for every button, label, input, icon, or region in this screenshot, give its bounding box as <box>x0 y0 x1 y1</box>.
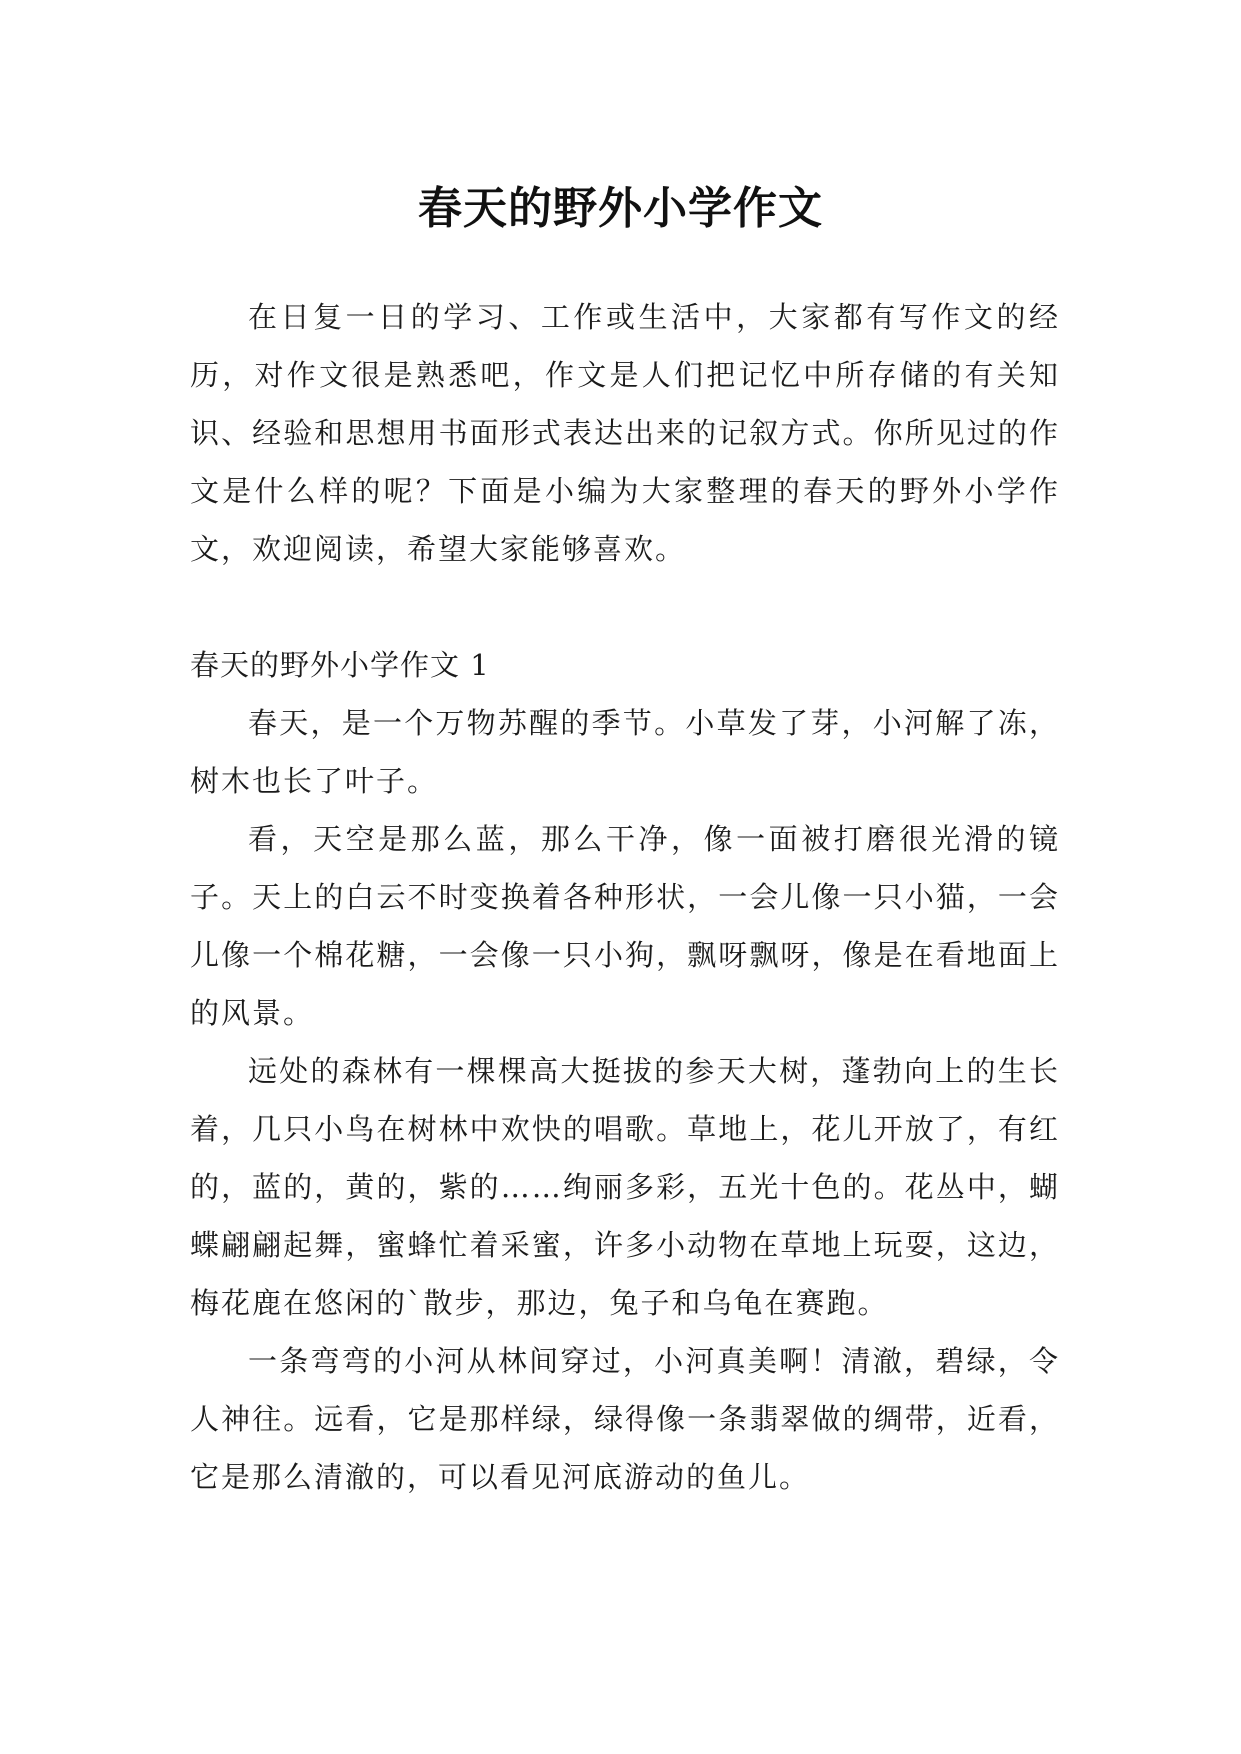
body-paragraph-3: 远处的森林有一棵棵高大挺拔的参天大树，蓬勃向上的生长着，几只小鸟在树林中欢快的唱歌。草地上，花儿开放了，有红的，蓝的，黄的，紫的……绚丽多彩，五光十色的。花丛中，蝴蝶翩翩起舞，蜜蜂忙着采蜜，许多小动物在草地上玩耍，这边，梅花鹿在悠闲的`散步，那边，兔子和乌龟在赛跑。 <box>190 1054 1060 1320</box>
document-title: 春天的野外小学作文 <box>418 183 823 235</box>
body-paragraph-1: 春天，是一个万物苏醒的季节。小草发了芽，小河解了冻，树木也长了叶子。 <box>190 706 1060 798</box>
document-body <box>190 288 1060 1506</box>
section-heading: 春天的野外小学作文 1 <box>190 648 490 682</box>
body-paragraph-4: 一条弯弯的小河从林间穿过，小河真美啊！清澈，碧绿，令人神往。远看，它是那样绿，绿得像一条翡翠做的绸带，近看，它是那么清澈的，可以看见河底游动的鱼儿。 <box>190 1344 1060 1494</box>
body-paragraph-2: 看，天空是那么蓝，那么干净，像一面被打磨很光滑的镜子。天上的白云不时变换着各种形状，一会儿像一只小猫，一会儿像一个棉花糖，一会像一只小狗，飘呀飘呀，像是在看地面上的风景。 <box>190 822 1060 1030</box>
intro-paragraph: 在日复一日的学习、工作或生活中，大家都有写作文的经历，对作文很是熟悉吧，作文是人们把记忆中所存储的有关知识、经验和思想用书面形式表达出来的记叙方式。你所见过的作文是什么样的呢？下面是小编为大家整理的春天的野外小学作文，欢迎阅读，希望大家能够喜欢。 <box>190 300 1060 566</box>
